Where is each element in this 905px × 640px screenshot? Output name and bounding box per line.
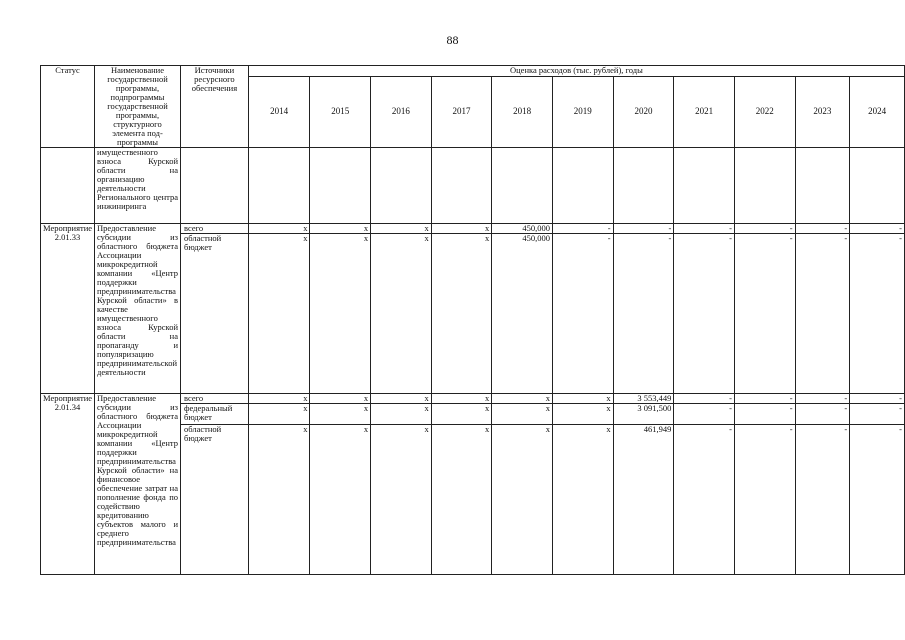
- value-cell: x: [248, 404, 310, 425]
- value-cell: x: [248, 394, 310, 404]
- continuation-name: имущественного взноса Курской области на организацию деятельности Регионального центра инжиниринга: [95, 148, 181, 224]
- value-cell: x: [492, 394, 553, 404]
- year-header-2016: 2016: [371, 76, 432, 147]
- expenditure-table: [40, 65, 905, 575]
- value-cell: x: [248, 425, 310, 575]
- continuation-empty-cell: [248, 148, 310, 224]
- year-header-2024: 2024: [850, 76, 905, 147]
- table-row: [41, 224, 905, 234]
- value-cell: x: [310, 394, 371, 404]
- continuation-empty-cell: [553, 148, 614, 224]
- value-cell: -: [674, 224, 735, 234]
- value-cell: -: [734, 234, 795, 394]
- continuation-empty-cell: [492, 148, 553, 224]
- value-cell: -: [674, 404, 735, 425]
- value-cell: -: [795, 425, 850, 575]
- value-cell: x: [553, 394, 614, 404]
- value-cell: -: [553, 224, 614, 234]
- page-number: 88: [446, 33, 459, 47]
- value-cell: -: [734, 404, 795, 425]
- value-cell: x: [431, 425, 492, 575]
- continuation-empty-cell: [371, 148, 432, 224]
- value-cell: -: [795, 394, 850, 404]
- year-header-2019: 2019: [553, 76, 614, 147]
- value-cell: x: [310, 224, 371, 234]
- value-cell: -: [850, 394, 905, 404]
- value-cell: x: [310, 234, 371, 394]
- value-cell: x: [492, 404, 553, 425]
- continuation-empty-cell: [674, 148, 735, 224]
- value-cell: -: [795, 234, 850, 394]
- value-cell: -: [674, 425, 735, 575]
- value-cell: -: [553, 234, 614, 394]
- value-cell: 450,000: [492, 224, 553, 234]
- value-cell: 450,000: [492, 234, 553, 394]
- value-cell: x: [431, 404, 492, 425]
- value-cell: 461,949: [613, 425, 674, 575]
- continuation-empty-cell: [431, 148, 492, 224]
- year-header-2020: 2020: [613, 76, 674, 147]
- year-header-2018: 2018: [492, 76, 553, 147]
- value-cell: x: [371, 234, 432, 394]
- header-name: Наименование государственной программы, подпрограммы государственной программы, структурного элемента под-программы: [95, 66, 181, 148]
- value-cell: -: [613, 234, 674, 394]
- value-cell: x: [310, 404, 371, 425]
- value-cell: -: [850, 234, 905, 394]
- header-status: Статус: [41, 66, 95, 148]
- measure-name: Предоставление субсидии из областного бюджета Ассоциации микрокредитной компании «Центр поддержки предпринимательства Курской области» на финансовое обеспечение затрат на пополнение фонда по содействию кредитованию субъектов малого и среднего предпринимательства: [95, 394, 181, 575]
- value-cell: 3 091,500: [613, 404, 674, 425]
- value-cell: x: [371, 224, 432, 234]
- header-estimate: Оценка расходов (тыс. рублей), годы: [248, 66, 904, 77]
- source-label: областной бюджет: [181, 234, 249, 394]
- continuation-empty-cell: [850, 148, 905, 224]
- value-cell: x: [371, 394, 432, 404]
- value-cell: -: [795, 224, 850, 234]
- value-cell: x: [431, 394, 492, 404]
- value-cell: x: [431, 224, 492, 234]
- source-label: областной бюджет: [181, 425, 249, 575]
- value-cell: -: [850, 425, 905, 575]
- value-cell: -: [734, 224, 795, 234]
- table-row: [41, 394, 905, 404]
- value-cell: -: [674, 394, 735, 404]
- value-cell: -: [850, 404, 905, 425]
- measure-status: Мероприятие 2.01.33: [41, 224, 95, 394]
- year-header-2023: 2023: [795, 76, 850, 147]
- year-header-2015: 2015: [310, 76, 371, 147]
- measure-status: Мероприятие 2.01.34: [41, 394, 95, 575]
- continuation-empty-cell: [613, 148, 674, 224]
- value-cell: 3 553,449: [613, 394, 674, 404]
- value-cell: x: [553, 425, 614, 575]
- year-header-2021: 2021: [674, 76, 735, 147]
- value-cell: -: [674, 234, 735, 394]
- continuation-status: [41, 148, 95, 224]
- header-sources: Источники ресурсного обеспечения: [181, 66, 249, 148]
- year-header-2017: 2017: [431, 76, 492, 147]
- value-cell: x: [371, 404, 432, 425]
- value-cell: -: [795, 404, 850, 425]
- source-label: федеральный бюджет: [181, 404, 249, 425]
- value-cell: x: [431, 234, 492, 394]
- value-cell: -: [734, 425, 795, 575]
- year-header-2022: 2022: [734, 76, 795, 147]
- value-cell: -: [850, 224, 905, 234]
- measure-name: Предоставление субсидии из областного бюджета Ассоциации микрокредитной компании «Центр поддержки предпринимательства Курской области» в качестве имущественного взноса Курской области на пропаганду и популяризацию предпринимательской деятельности: [95, 224, 181, 394]
- value-cell: x: [553, 404, 614, 425]
- value-cell: x: [248, 224, 310, 234]
- value-cell: x: [248, 234, 310, 394]
- continuation-empty-cell: [795, 148, 850, 224]
- continuation-source: [181, 148, 249, 224]
- value-cell: -: [613, 224, 674, 234]
- value-cell: x: [371, 425, 432, 575]
- continuation-empty-cell: [734, 148, 795, 224]
- value-cell: x: [310, 425, 371, 575]
- value-cell: x: [492, 425, 553, 575]
- value-cell: -: [734, 394, 795, 404]
- year-header-2014: 2014: [248, 76, 310, 147]
- source-label: всего: [181, 224, 249, 234]
- source-label: всего: [181, 394, 249, 404]
- continuation-empty-cell: [310, 148, 371, 224]
